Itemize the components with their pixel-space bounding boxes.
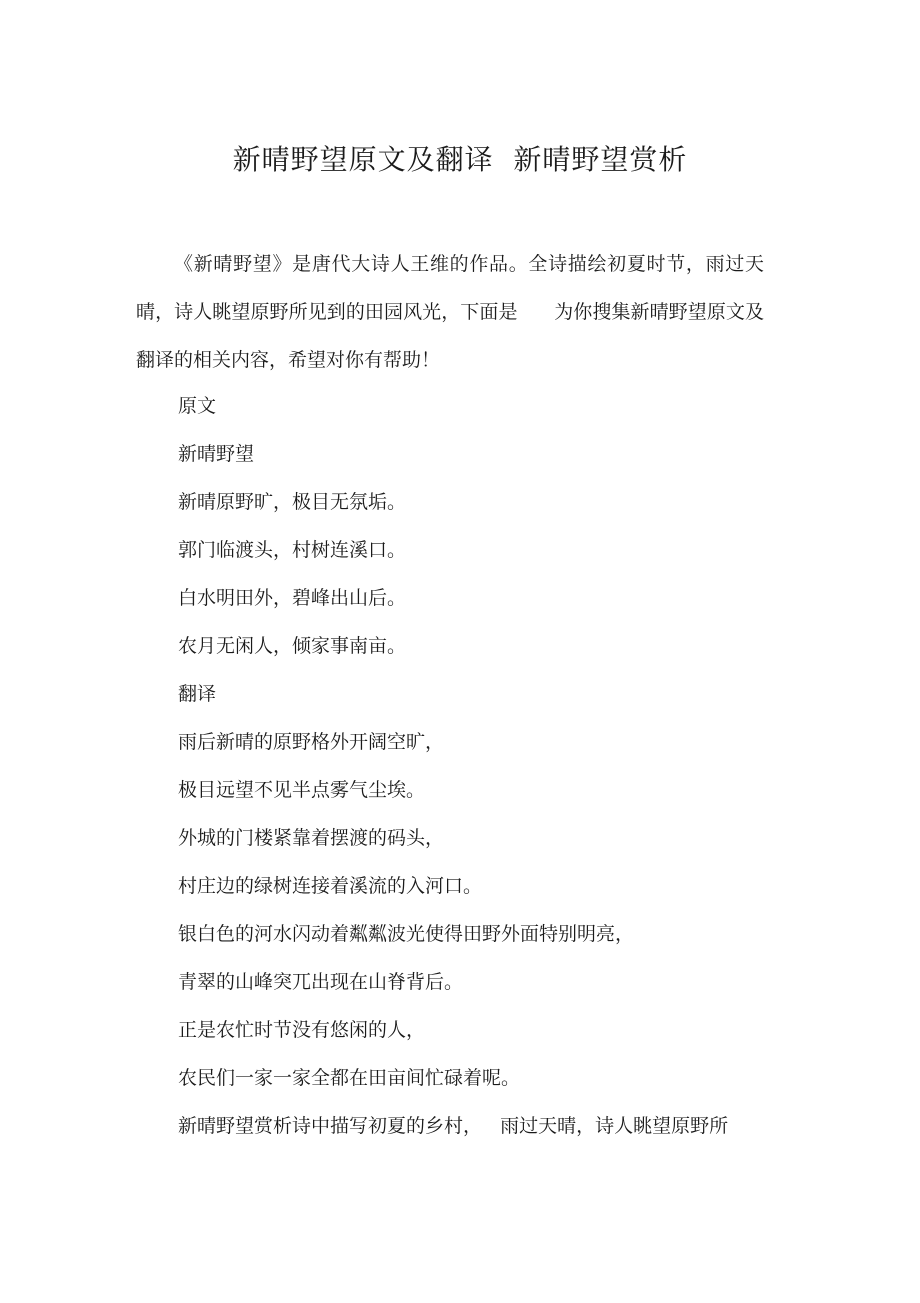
translation-line: 雨后新晴的原野格外开阔空旷， xyxy=(178,731,445,753)
poem-line: 郭门临渡头，村树连溪口。 xyxy=(178,539,407,561)
poem-line: 新晴原野旷，极目无氛垢。 xyxy=(178,491,407,513)
translation-line: 银白色的河水闪动着粼粼波光使得田野外面特别明亮， xyxy=(178,923,635,945)
translation-line: 农民们一家一家全都在田亩间忙碌着呢。 xyxy=(178,1067,521,1089)
translation-line: 外城的门楼紧靠着摆渡的码头， xyxy=(178,827,445,849)
translation-line: 正是农忙时节没有悠闲的人， xyxy=(178,1019,426,1041)
poem-line: 农月无闲人，倾家事南亩。 xyxy=(178,635,407,657)
translation-line: 村庄边的绿树连接着溪流的入河口。 xyxy=(178,875,483,897)
intro-paragraph: 《新晴野望》是唐代大诗人王维的作品。全诗描绘初夏时节，雨过天晴，诗人眺望原野所见到的田园风光，下面是 为你搜集新晴野望原文及翻译的相关内容，希望对你有帮助！ xyxy=(136,253,764,371)
document-title: 新晴野望原文及翻译 新晴野望赏析 xyxy=(232,143,688,176)
poem-line: 白水明田外，碧峰出山后。 xyxy=(178,587,407,609)
section-heading-translation: 翻译 xyxy=(178,683,217,705)
appreciation-paragraph-start: 新晴野望赏析诗中描写初夏的乡村， 雨过天晴，诗人眺望原野所 xyxy=(178,1115,729,1137)
translation-line: 青翠的山峰突兀出现在山脊背后。 xyxy=(178,971,464,993)
section-heading-original: 原文 xyxy=(178,395,217,417)
poem-title: 新晴野望 xyxy=(178,443,255,465)
translation-line: 极目远望不见半点雾气尘埃。 xyxy=(178,779,426,801)
